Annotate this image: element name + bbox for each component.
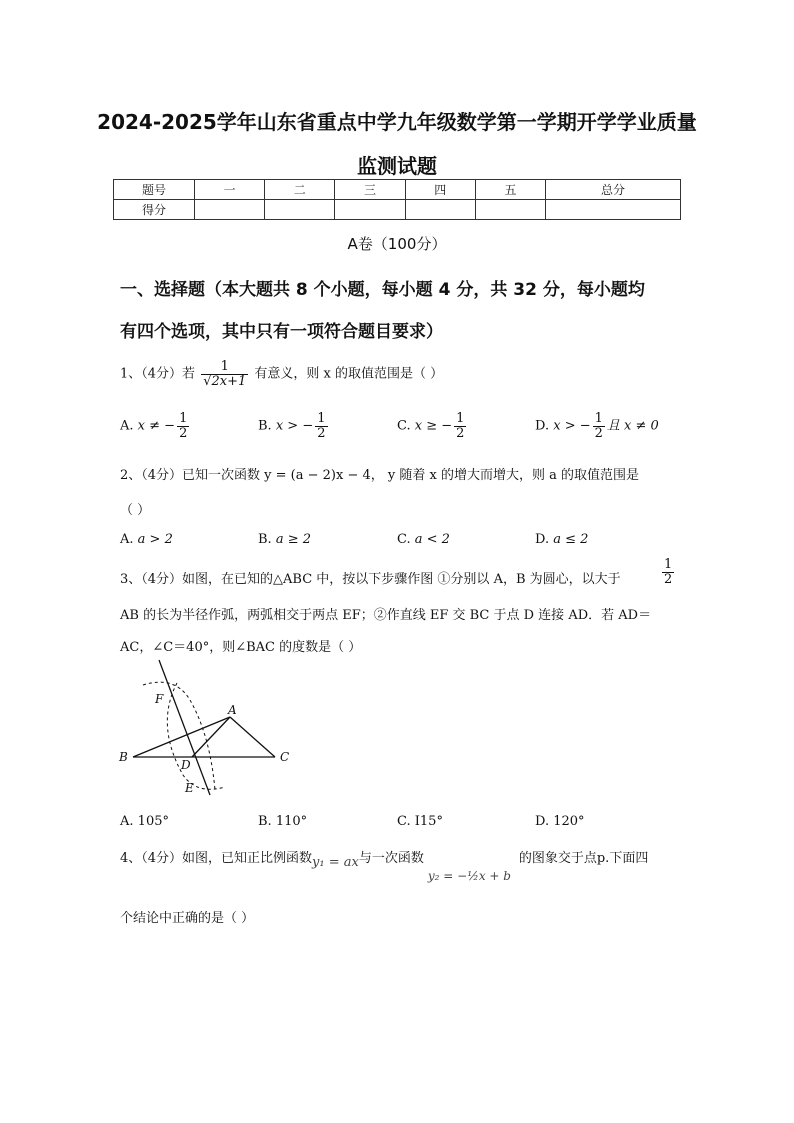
label-a: A [228, 703, 237, 717]
part1-heading-line1: 一、选择题（本大题共 8 个小题，每小题 4 分，共 32 分，每小题均 [120, 280, 645, 300]
q2-option-a[interactable] [120, 532, 173, 547]
segment-ad [192, 717, 230, 757]
option-expr: x > − [275, 418, 314, 434]
option-label: D. [535, 814, 550, 829]
option-label: D. [535, 418, 550, 434]
option-text: 120° [553, 814, 585, 829]
option-label: B. [258, 418, 272, 434]
option-label: C. [397, 418, 411, 434]
option-label: C. [397, 532, 411, 547]
section-heading: A卷（100分） [347, 235, 447, 253]
q1-option-c[interactable] [397, 412, 468, 440]
q1-suffix: 有意义，则 x 的取值范围是（ ） [254, 366, 444, 382]
score-cell[interactable] [405, 200, 475, 220]
option-frac-num: 1 [456, 411, 465, 426]
q3-frac-den: 2 [664, 571, 673, 587]
option-label: B. [258, 532, 272, 547]
option-text: a ≥ 2 [275, 532, 312, 547]
arc-from-a [167, 683, 225, 789]
option-label: D. [535, 532, 550, 547]
q1-option-b[interactable] [258, 412, 330, 440]
q1-option-a[interactable] [120, 412, 191, 440]
q4-function-1: y₁ = ax [312, 855, 359, 870]
part1-heading-line2: 有四个选项，其中只有一项符合题目要求） [120, 322, 443, 342]
question-4-line2: 个结论中正确的是（ ） [120, 911, 255, 926]
label-e: E [185, 781, 194, 795]
q3-option-a[interactable] [120, 814, 169, 829]
paper-title-line2: 监测试题 [357, 154, 437, 178]
q2-option-b[interactable] [258, 532, 311, 547]
question-2-line1: 2、（4分）已知一次函数 y = (a − 2)x − 4， y 随着 x 的增大而增大，则 a 的取值范围是 [120, 468, 639, 483]
q4-prefix: 4、（4分）如图，已知正比例函数 [120, 851, 313, 866]
question-4-line1 [120, 847, 649, 883]
score-cell[interactable] [265, 200, 335, 220]
option-expr: x ≥ − [414, 418, 453, 434]
score-table-score-row [114, 200, 681, 220]
question-3-line1: 3、（4分）如图，在已知的△ABC 中，按以下步骤作图 ①分别以 A，B 为圆心，以大于 [120, 572, 621, 587]
option-frac-num: 1 [594, 411, 603, 426]
option-frac-den: 2 [179, 425, 188, 441]
option-text: a < 2 [414, 532, 450, 547]
score-header-cell: 四 [405, 180, 475, 200]
option-text: 105° [137, 814, 169, 829]
question-3-line3: AC，∠C＝40°，则∠BAC 的度数是（ ） [120, 640, 362, 655]
q3-frac-num: 1 [664, 557, 673, 572]
option-expr: x > − [553, 418, 591, 434]
score-row-label: 得分 [114, 200, 195, 220]
q4-suffix: 的图象交于点p.下面四 [518, 851, 649, 866]
q3-geometry-figure [115, 655, 295, 800]
score-cell[interactable] [546, 200, 681, 220]
q2-option-d[interactable] [535, 532, 588, 547]
score-header-cell: 总分 [546, 180, 681, 200]
score-header-cell: 题号 [114, 180, 195, 200]
option-text: a ≤ 2 [553, 532, 589, 547]
option-frac-den: 2 [317, 425, 326, 441]
score-cell[interactable] [335, 200, 405, 220]
q3-fraction [660, 558, 676, 586]
score-header-cell: 二 [265, 180, 335, 200]
q3-option-b[interactable] [258, 814, 307, 829]
option-label: A. [120, 814, 134, 829]
option-text: I15° [414, 814, 443, 829]
q1-frac-den: √2x+1 [203, 373, 247, 389]
option-label: C. [397, 814, 411, 829]
option-frac-num: 1 [179, 411, 188, 426]
option-text: a > 2 [137, 532, 173, 547]
segment-ac [230, 717, 275, 757]
option-frac-num: 1 [317, 411, 326, 426]
q3-option-c[interactable] [397, 814, 443, 829]
q4-mid: 与一次函数 [358, 851, 424, 866]
q4-function-2: y₂ = −½x + b [427, 869, 511, 883]
question-2-line2: （ ） [120, 503, 151, 518]
option-text: 110° [275, 814, 308, 829]
score-header-cell: 三 [335, 180, 405, 200]
score-cell[interactable] [475, 200, 545, 220]
label-c: C [280, 750, 290, 764]
q3-option-d[interactable] [535, 814, 585, 829]
option-label: B. [258, 814, 272, 829]
label-b: B [119, 750, 128, 764]
score-header-cell: 五 [475, 180, 545, 200]
option-expr-tail: 且 x ≠ 0 [606, 418, 659, 434]
option-label: A. [120, 418, 134, 434]
question-3-line2: AB 的长为半径作弧，两弧相交于两点 EF；②作直线 EF 交 BC 于点 D 连接 AD．若 AD＝ [120, 608, 652, 623]
option-label: A. [120, 532, 134, 547]
label-f: F [155, 692, 164, 706]
arc-from-b [143, 682, 215, 790]
question-1 [120, 360, 443, 388]
q1-fraction [201, 360, 248, 388]
label-d: D [181, 758, 191, 772]
option-frac-den: 2 [594, 425, 603, 441]
score-table-header-row [114, 180, 681, 200]
score-table [113, 179, 681, 220]
q2-option-c[interactable] [397, 532, 450, 547]
q1-option-d[interactable] [535, 412, 659, 440]
option-expr: x ≠ − [137, 418, 176, 434]
option-frac-den: 2 [456, 425, 465, 441]
paper-title-line1: 2024-2025学年山东省重点中学九年级数学第一学期开学学业质量 [97, 110, 697, 134]
q1-prefix: 1、（4分）若 [120, 366, 196, 382]
segment-ab [133, 717, 230, 757]
q1-frac-num: 1 [201, 360, 248, 375]
score-header-cell: 一 [195, 180, 265, 200]
score-cell[interactable] [195, 200, 265, 220]
